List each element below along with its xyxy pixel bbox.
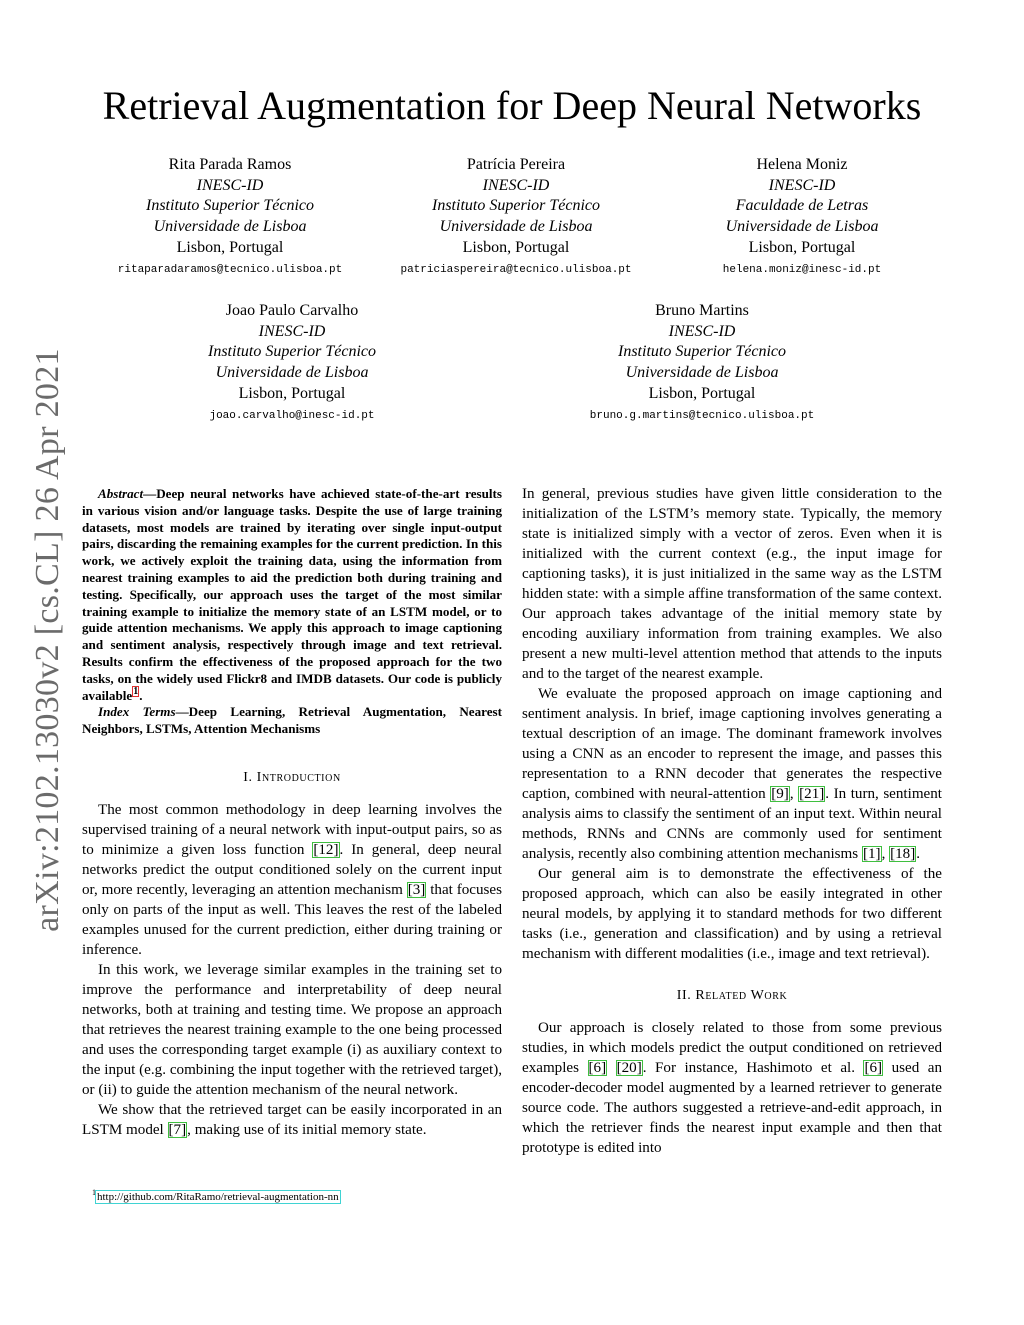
arxiv-identifier: arXiv:2102.13030v2 [cs.CL] 26 Apr 2021 — [29, 348, 66, 932]
text-run: used an encoder-decoder model augmented by a learned retriever to generate source code. The authors suggested a retrieve-and-edit approach, in which the retriever finds the nearest input example and then that prototype is edited into — [522, 1060, 942, 1156]
text-run: , making use of its initial memory state. — [187, 1121, 427, 1138]
text-run: , — [789, 786, 799, 802]
author-location: Lisbon, Portugal — [238, 384, 346, 402]
author-org: INESC-ID — [258, 322, 326, 340]
citation-link[interactable]: [6] — [864, 1060, 883, 1076]
abstract-text: —Deep neural networks have achieved state-of-the-art results in various vision and/or language tasks. Despite the use of large training datasets, most models are trained by iterating over single input-output pairs, discarding the remaining examples for the current prediction. In this work, we actively exploit the training data, using the information from nearest training examples to aid the prediction both during training and testing. Specifically, our approach uses the target of the most similar training example to initialize the memory state of an LSTM model, or to guide attention mechanisms. We apply this approach to image captioning and sentiment analysis, respectively through image and text retrieval. Results confirm the effectiveness of the proposed approach for the two tasks, on the widely used Flickr8 and IMDB datasets. Our code is publicly available — [82, 486, 502, 703]
citation-link[interactable]: [7] — [168, 1121, 187, 1138]
intro-paragraph — [82, 800, 502, 960]
author-university: Universidade de Lisboa — [625, 364, 779, 382]
author-institute: Faculdade de Letras — [735, 197, 869, 215]
author-org: INESC-ID — [668, 322, 736, 340]
author-name: Patrícia Pereira — [466, 156, 566, 173]
author-institute: Instituto Superior Técnico — [208, 343, 376, 361]
author-email[interactable]: ritaparadaramos@tecnico.ulisboa.pt — [117, 263, 343, 276]
abstract — [82, 486, 502, 704]
author-institute: Instituto Superior Técnico — [146, 197, 314, 215]
section-heading-related-work: II. Related Work — [676, 988, 788, 1003]
author-org: INESC-ID — [768, 176, 836, 194]
intro-paragraph: In this work, we leverage similar examples in the training set to improve the performance and interpretability of deep neural networks, both at training and testing time. We propose an approach that retrieves the nearest training example to the one being processed and uses the corresponding target example (i) as auxiliary context to the input (e.g. combining the input together with the retrieved target), or (ii) to guide the attention mechanism of the neural network. — [82, 961, 502, 1098]
abstract-label: Abstract — [98, 486, 144, 501]
text-run: . For instance, Hashimoto et al. — [642, 1060, 864, 1076]
author-block — [652, 155, 952, 279]
abstract-end: . — [139, 687, 143, 703]
author-org: INESC-ID — [482, 176, 550, 194]
paper-title: Retrieval Augmentation for Deep Neural Networks — [102, 83, 922, 128]
footnote — [92, 1186, 340, 1204]
right-column — [522, 484, 942, 1158]
text-run: . In general, deep neural networks predict the output conditioned solely on the current input or, more recently, leveraging an attention mechanism — [82, 841, 502, 898]
text-run: , — [881, 846, 890, 862]
citation-link[interactable]: [18] — [890, 846, 916, 862]
body-paragraph — [522, 1018, 942, 1158]
author-location: Lisbon, Portugal — [648, 384, 756, 402]
author-institute: Instituto Superior Técnico — [432, 197, 600, 215]
left-column — [82, 486, 502, 1140]
author-email[interactable]: joao.carvalho@inesc-id.pt — [209, 409, 375, 422]
citation-link[interactable]: [3] — [407, 881, 426, 898]
author-location: Lisbon, Portugal — [462, 238, 570, 256]
author-university: Universidade de Lisboa — [215, 364, 369, 382]
author-block — [552, 301, 852, 425]
author-location: Lisbon, Portugal — [176, 238, 284, 256]
text-run: We show that the retrieved target can be easily incorporated in an LSTM model — [82, 1101, 502, 1138]
footnote-ref[interactable]: 1 — [133, 686, 139, 698]
citation-link[interactable]: [12] — [313, 841, 339, 858]
author-block — [80, 155, 380, 279]
citation-link[interactable]: [1] — [862, 846, 881, 862]
section-heading-introduction: I. Introduction — [243, 769, 341, 785]
author-institute: Instituto Superior Técnico — [618, 343, 786, 361]
body-paragraph — [522, 684, 942, 864]
text-run: . In turn, sentiment analysis aims to classify the sentiment of an input text. Within neural methods, RNNs and CNNs are commonly used for sentiment analysis, recently also combining attention mechanisms — [522, 786, 942, 862]
footnote-mark: 1 — [92, 1188, 96, 1197]
author-org: INESC-ID — [196, 176, 264, 194]
author-name: Rita Parada Ramos — [168, 156, 292, 173]
index-terms — [82, 704, 502, 738]
author-location: Lisbon, Portugal — [748, 238, 856, 256]
author-name: Bruno Martins — [655, 302, 749, 319]
intro-paragraph — [82, 1100, 502, 1140]
body-paragraph: In general, previous studies have given little consideration to the initialization of the LSTM’s memory state. Typically, the memory state is initialized simply with a vector of zeros. Even when it is initialized with the current context (e.g., the input image for captioning tasks), it is just initialized in the same way as the LSTM hidden state: with a simple affine transformation of the same context. Our approach takes advantage of the initial memory state by encoding auxiliary information from training examples. We also present a new multi-level attention method that attends to the inputs and to the target of the nearest example. — [522, 486, 942, 682]
citation-link[interactable]: [6] — [588, 1060, 607, 1076]
text-run — [607, 1060, 616, 1076]
author-email[interactable]: bruno.g.martins@tecnico.ulisboa.pt — [589, 409, 815, 422]
author-email[interactable]: helena.moniz@inesc-id.pt — [722, 263, 882, 276]
author-name: Joao Paulo Carvalho — [225, 302, 359, 319]
citation-link[interactable]: [20] — [616, 1060, 642, 1076]
text-run: The most common methodology in deep learning involves the supervised training of a neural network with input-output pairs, so as to minimize a given loss function — [82, 801, 502, 858]
citation-link[interactable]: [21] — [799, 786, 825, 802]
citation-link[interactable]: [9] — [771, 786, 789, 802]
text-run: that focuses only on parts of the input as well. This leaves the rest of the labeled examples unused for the current prediction, either during training or inference. — [82, 881, 502, 958]
author-block — [142, 301, 442, 425]
text-run: Our approach is closely related to those from some previous studies, in which models predict the output conditioned on retrieved examples — [522, 1020, 942, 1076]
author-block — [366, 155, 666, 279]
text-run: . — [916, 846, 921, 862]
author-name: Helena Moniz — [756, 156, 848, 173]
author-email[interactable]: patriciaspereira@tecnico.ulisboa.pt — [400, 263, 632, 276]
author-university: Universidade de Lisboa — [725, 218, 879, 236]
index-terms-label: Index Terms — [98, 704, 176, 720]
footnote-url-link[interactable]: http://github.com/RitaRamo/retrieval-augmentation-nn — [97, 1190, 339, 1203]
author-university: Universidade de Lisboa — [153, 218, 307, 236]
author-university: Universidade de Lisboa — [439, 218, 593, 236]
index-terms-text: —Deep Learning, Retrieval Augmentation, Nearest Neighbors, LSTMs, Attention Mechanisms — [82, 704, 503, 737]
text-run: We evaluate the proposed approach on image captioning and sentiment analysis. In brief, image captioning involves generating a textual description of an image. The dominant framework involves using a CNN as an encoder to represent the image, and passes this representation to a RNN decoder that generates the respective caption, combined with neural-attention — [522, 686, 942, 802]
body-paragraph: Our general aim is to demonstrate the effectiveness of the proposed approach, which can also be easily integrated in other neural models, by applying it to standard methods for two different tasks (i.e., generation and classification) and by using a retrieval mechanism with different modalities (i.e., image and text retrieval). — [522, 866, 942, 962]
